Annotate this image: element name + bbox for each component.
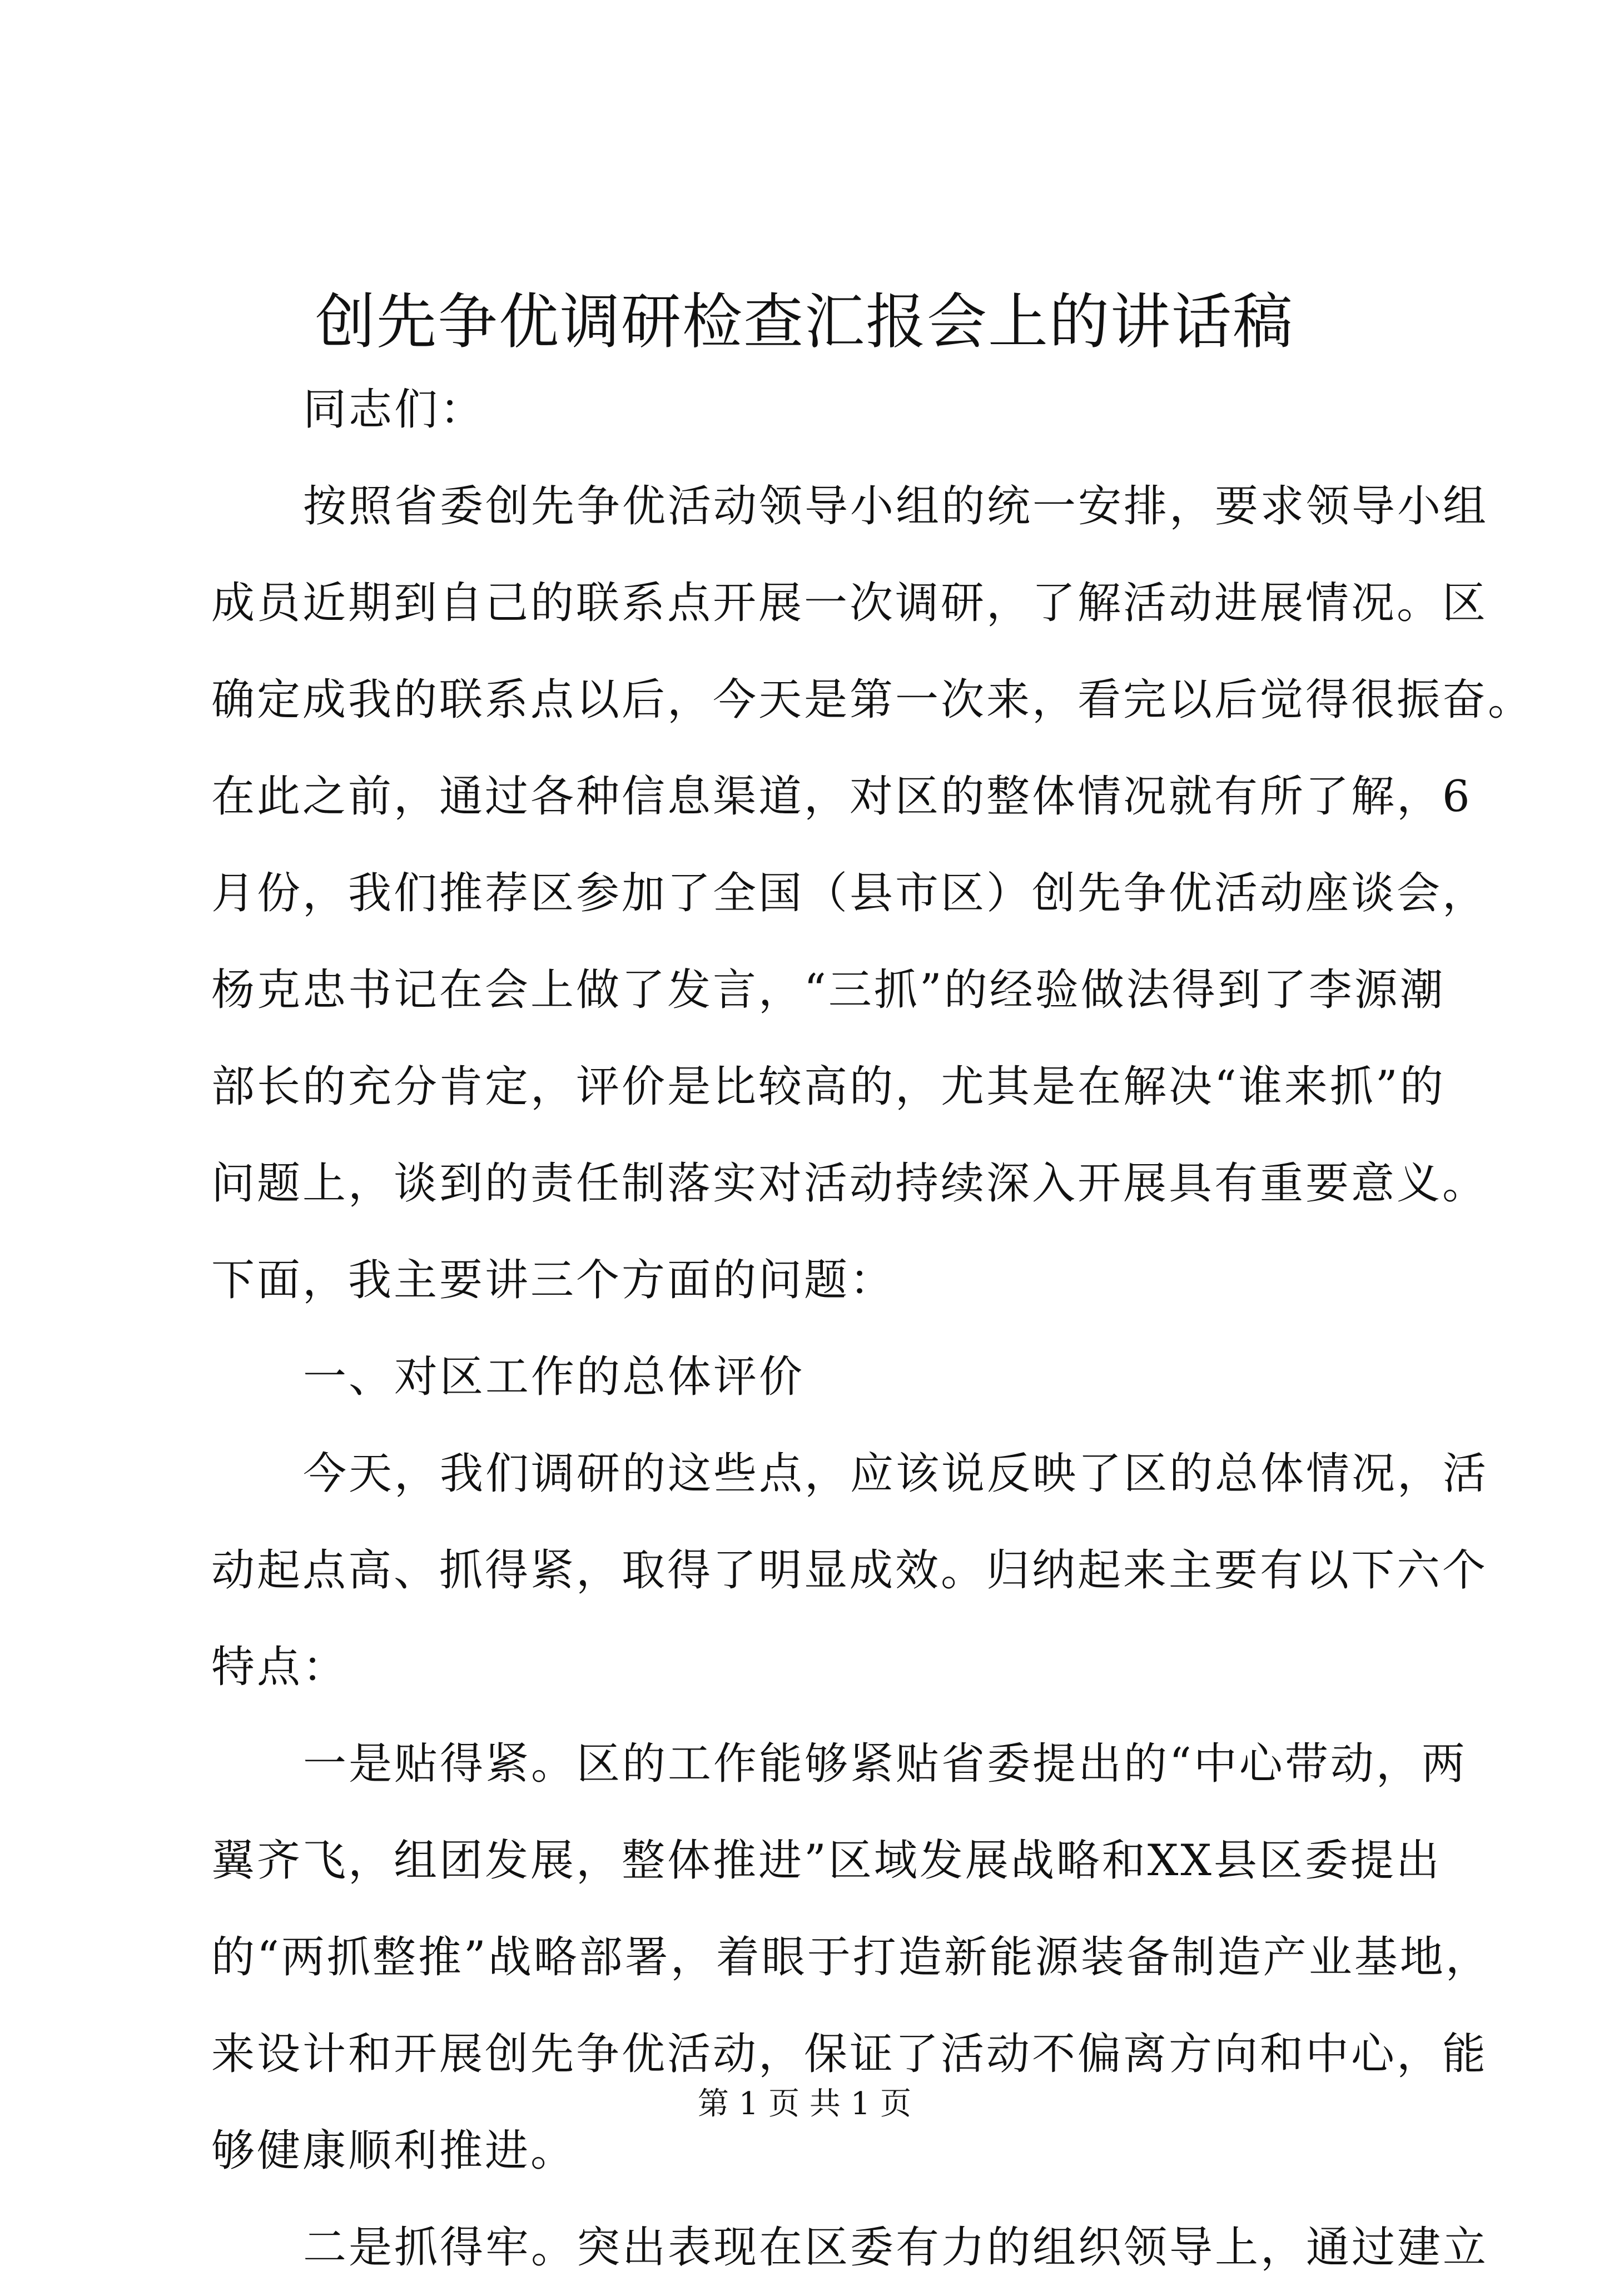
body-line: 在此之前，通过各种信息渠道，对区的整体情况就有所了解，6 bbox=[211, 772, 1472, 822]
document-body bbox=[211, 361, 1534, 2296]
body-line: 杨克忠书记在会上做了发言，“三抓”的经验做法得到了李源潮 bbox=[211, 965, 1446, 1015]
body-line: 翼齐飞，组团发展，整体推进”区域发展战略和XX县区委提出 bbox=[211, 1836, 1442, 1886]
document-title: 创先争优调研检查汇报会上的讲话稿 bbox=[315, 287, 1294, 357]
body-line: 来设计和开展创先争优活动，保证了活动不偏离方向和中心，能 bbox=[211, 2029, 1488, 2079]
body-line: 特点： bbox=[211, 1642, 349, 1692]
body-line: 一、对区工作的总体评价 bbox=[303, 1352, 805, 1402]
body-line: 部长的充分肯定，评价是比较高的，尤其是在解决“谁来抓”的 bbox=[211, 1062, 1446, 1112]
body-line: 确定成我的联系点以后，今天是第一次来，看完以后觉得很振奋。 bbox=[211, 675, 1534, 725]
body-line: 同志们： bbox=[303, 385, 486, 435]
body-line: 今天，我们调研的这些点，应该说反映了区的总体情况，活 bbox=[303, 1449, 1489, 1499]
body-line: 动起点高、抓得紧，取得了明显成效。归纳起来主要有以下六个 bbox=[211, 1545, 1488, 1596]
body-line: 够健康顺利推进。 bbox=[211, 2126, 577, 2176]
body-line: 月份，我们推荐区参加了全国（县市区）创先争优活动座谈会， bbox=[211, 868, 1488, 918]
page-footer: 第 1 页 共 1 页 bbox=[697, 2086, 912, 2122]
body-line: 成员近期到自己的联系点开展一次调研，了解活动进展情况。区 bbox=[211, 578, 1488, 628]
body-line: 一是贴得紧。区的工作能够紧贴省委提出的“中心带动，两 bbox=[303, 1739, 1467, 1789]
body-line: 问题上，谈到的责任制落实对活动持续深入开展具有重要意义。 bbox=[211, 1159, 1488, 1209]
body-line: 二是抓得牢。突出表现在区委有力的组织领导上，通过建立 bbox=[303, 2223, 1489, 2273]
body-line: 的“两抓整推”战略部署，着眼于打造新能源装备制造产业基地， bbox=[211, 1932, 1491, 1982]
body-line: 下面，我主要讲三个方面的问题： bbox=[211, 1255, 896, 1305]
body-line: 按照省委创先争优活动领导小组的统一安排，要求领导小组 bbox=[303, 481, 1489, 531]
